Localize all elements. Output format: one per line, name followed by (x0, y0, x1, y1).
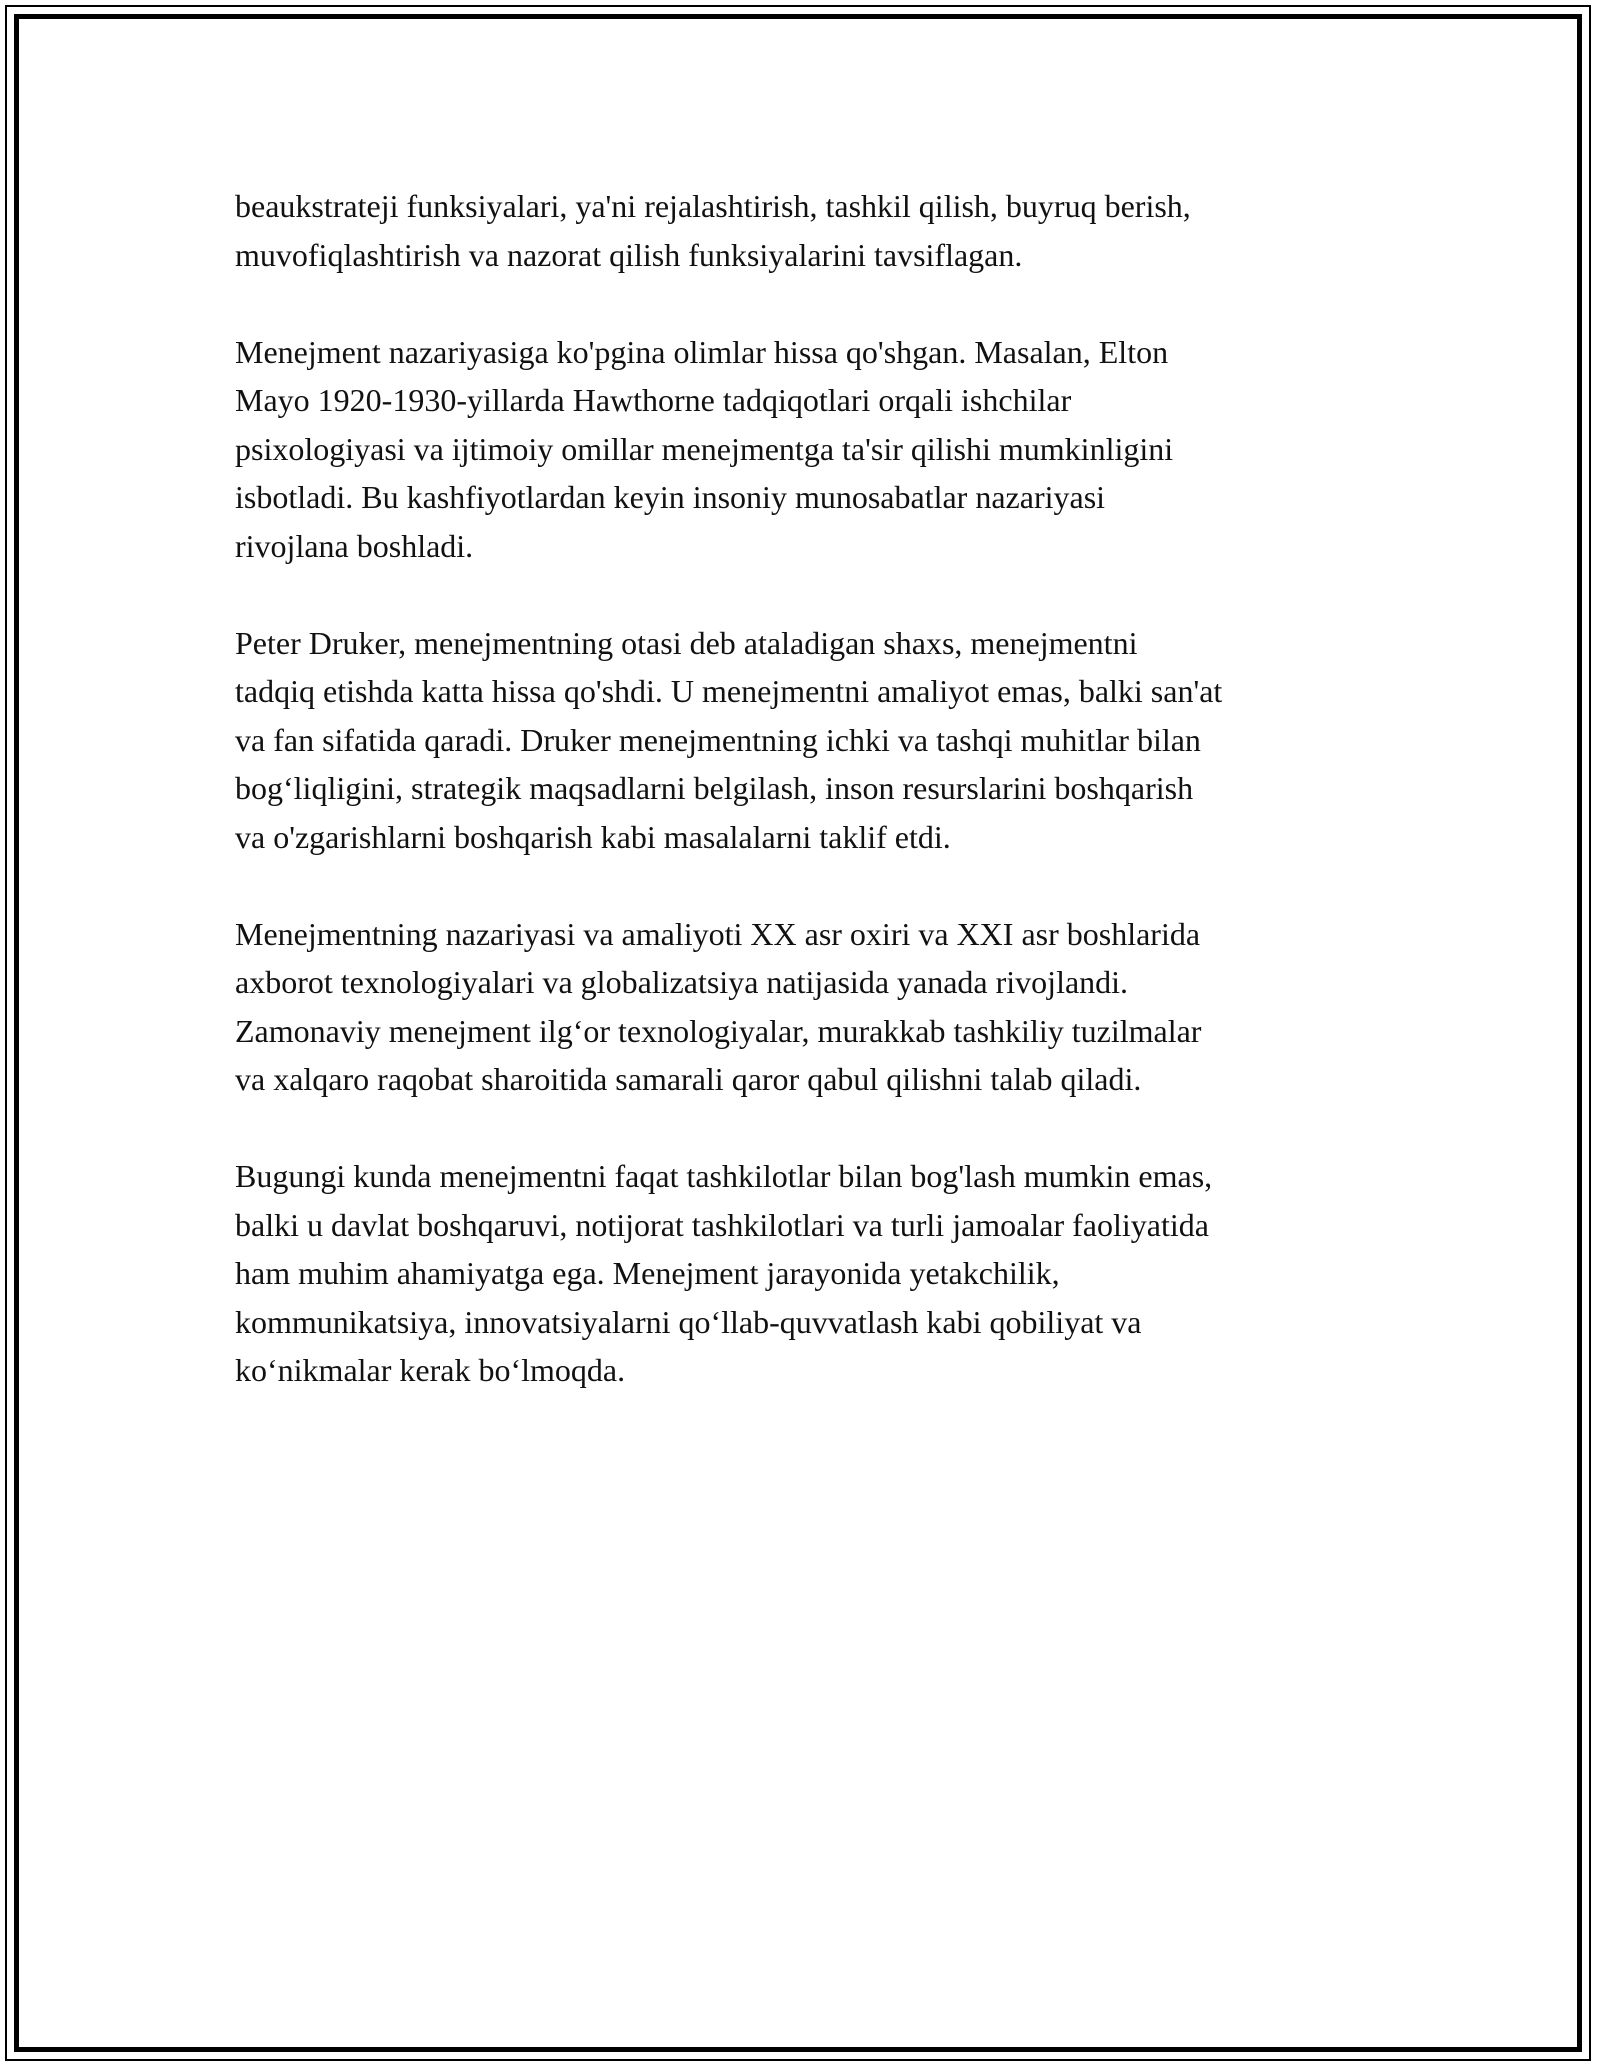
paragraph-4: Menejmentning nazariyasi va amaliyoti XX asr oxiri va XXI asr boshlarida axborot texnologiyalari va globalizatsiya natijasida yanada rivojlandi. Zamonaviy menejment ilg‘or texnologiyalar, murakkab tashkiliy tuzilmalar va xalqaro raqobat sharoitida samarali qaror qabul qilishni talab qiladi. (235, 915, 1202, 1097)
paragraph-2: Menejment nazariyasiga ko'pgina olimlar hissa qo'shgan. Masalan, Elton Mayo 1920-1930-yillarda Hawthorne tadqiqotlari orqali ishchilar psixologiyasi va ijtimoiy omillar menejmentga ta'sir qilishi mumkinligini isbotladi. Bu kashfiyotlardan keyin insoniy munosabatlar nazariyasi rivojlana boshladi. (235, 333, 1174, 564)
paragraph-5: Bugungi kunda menejmentni faqat tashkilotlar bilan bog'lash mumkin emas, balki u davlat boshqaruvi, notijorat tashkilotlari va turli jamoalar faoliyatida ham muhim ahamiyatga ega. Menejment jarayonida yetakchilik, kommunikatsiya, innovatsiyalarni qo‘llab-quvvatlash kabi qobiliyat va ko‘nikmalar kerak bo‘lmoqda. (235, 1158, 1213, 1388)
paragraph-1: beaukstrateji funksiyalari, ya'ni rejalashtirish, tashkil qilish, buyruq berish, muvofiqlashtirish va nazorat qilish funksiyalarini tavsiflagan. (235, 188, 1191, 273)
document-body (235, 182, 1385, 1443)
paragraph-3: Peter Druker, menejmentning otasi deb ataladigan shaxs, menejmentni tadqiq etishda katta hissa qo'shdi. U menejmentni amaliyot emas, balki san'at va fan sifatida qaradi. Druker menejmentning ichki va tashqi muhitlar bilan bog‘liqligini, strategik maqsadlarni belgilash, inson resurslarini boshqarish va o'zgarishlarni boshqarish kabi masalalarni taklif etdi. (235, 624, 1223, 855)
